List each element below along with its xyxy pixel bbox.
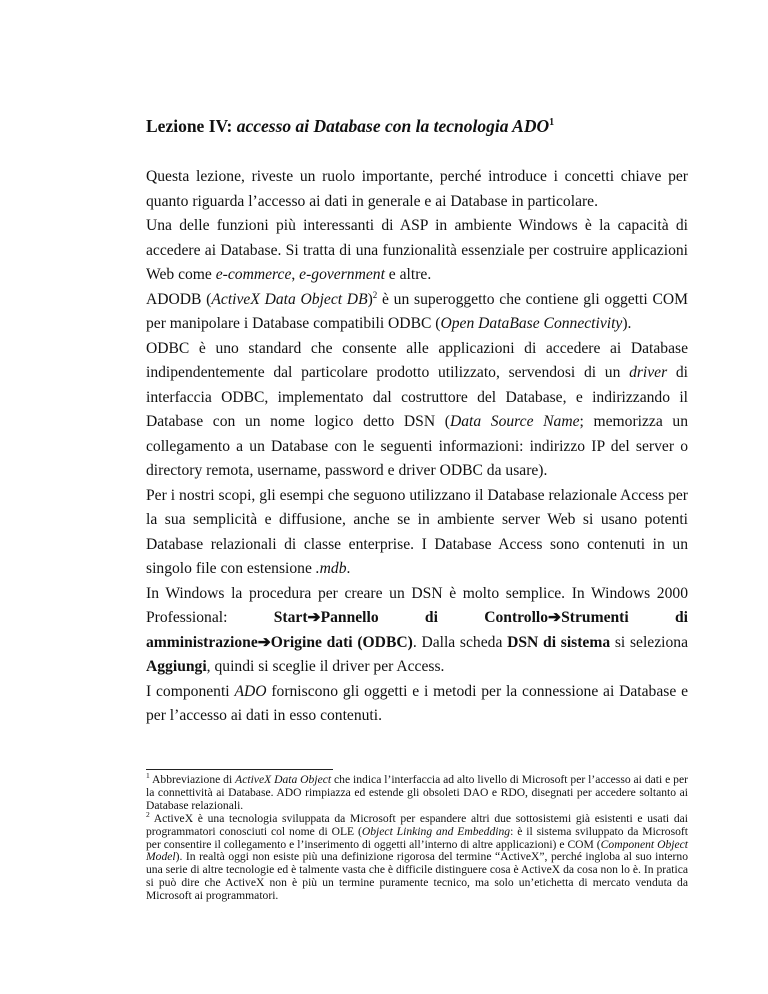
text-run: , quindi si sceglie il driver per Access.: [206, 658, 445, 675]
text-run: ActiveX Data Object: [235, 773, 332, 786]
footnote: [146, 771, 688, 813]
text-run: : è il sistema sviluppato da Microsoft per consentire il collegamento e l’inserimento di oggetti all’interno di altre applicazioni) e COM (: [146, 824, 688, 851]
text-run: Object Linking and Embedding: [361, 824, 511, 838]
text-run: I componenti: [146, 682, 235, 700]
footnote-ref: 1: [146, 771, 150, 781]
text-run: che indica l’interfaccia ad alto livello di Microsoft per l’accesso ai dati e per la connettività ai Database. ADO rimpiazza ed estende gli obsoleti DAO e RDO, disegnati per accedere soltanto ai Database relazionali.: [146, 773, 688, 812]
text-run: Component Object Model: [146, 837, 688, 864]
text-run: Questa lezione, riveste un ruolo importante, perché introduce i concetti chiave per quanto riguarda l’accesso ai dati in generale e ai Database in particolare.: [146, 168, 688, 210]
text-run: ADO: [234, 682, 267, 700]
page-title: [146, 116, 554, 137]
text-run: Aggiungi: [146, 658, 207, 675]
footnote-separator: [146, 769, 333, 770]
text-run: è un superoggetto che contiene gli oggetti COM per manipolare i Database compatibili ODBC (: [146, 290, 688, 332]
paragraph: [146, 680, 688, 729]
text-run: ,: [291, 266, 300, 283]
text-run: .mdb: [315, 560, 347, 577]
footnote: [146, 809, 688, 903]
paragraph: [146, 484, 688, 582]
paragraph: [146, 288, 688, 337]
text-run: forniscono gli oggetti e i metodi per la connessione ai Database e per l’accesso ai dati in esso contenuti.: [146, 682, 688, 724]
text-run: ): [367, 290, 373, 308]
text-run: ). In realtà oggi non esiste più una definizione rigorosa del termine “ActiveX”, perché ingloba al suo interno una serie di altre tecnologie ed è talmente vasta che è difficile distinguere cosa è ActiveX da cosa non lo è. In pratica si può dire che ActiveX non è più un termine puramente tecnico, ma solo un’etichetta di mercato venduta da Microsoft ai programmatori.: [146, 850, 688, 903]
text-run: di interfaccia ODBC, implementato dal costruttore del Database, e indirizzando il Database con un nome logico detto DSN (: [146, 364, 688, 430]
text-run: Open DataBase Connectivity: [440, 315, 623, 332]
footnotes: [146, 771, 688, 903]
text-run: .: [346, 560, 351, 577]
text-run: ActiveX è una tecnologia sviluppata da Microsoft per espandere altri due sottosistemi già esistenti e usati dai programmatori conosciuti col nome di OLE (: [146, 811, 688, 838]
text-run: e-government: [299, 266, 385, 283]
paragraph: [146, 582, 688, 680]
title-lead: Lezione IV:: [146, 116, 237, 136]
body-text: [146, 165, 688, 729]
text-run: driver: [629, 364, 668, 381]
text-run: DSN di sistema: [507, 633, 611, 651]
text-run: . Dalla scheda: [412, 633, 508, 651]
text-run: ; memorizza un collegamento a un Database con le seguenti informazioni: indirizzo IP del server o directory remota, username, password e driver ODBC da usare).: [146, 413, 688, 479]
text-run: ODBC è uno standard che consente alle applicazioni di accedere ai Database indipendentemente dal particolare prodotto utilizzato, servendosi di un: [146, 339, 688, 381]
text-run: ActiveX Data Object DB: [211, 290, 368, 308]
text-run: Abbreviazione di: [149, 773, 236, 786]
text-run: ADODB (: [146, 290, 212, 308]
paragraph: [146, 165, 688, 214]
paragraph: [146, 214, 688, 288]
footnote-ref: 1: [549, 117, 555, 129]
text-run: Per i nostri scopi, gli esempi che seguono utilizzano il Database relazionale Access per la sua semplicità e diffusione, anche se in ambiente server Web si usano potenti Database relazionali di classe enterprise. I Database Access sono contenuti in un singolo file con estensione: [146, 486, 688, 577]
text-run: In Windows la procedura per creare un DSN è molto semplice. In Windows 2000 Professional:: [146, 584, 688, 626]
footnote-ref: 2: [372, 289, 378, 300]
text-run: Una delle funzioni più interessanti di ASP in ambiente Windows è la capacità di accedere ai Database. Si tratta di una funzionalità essenziale per costruire applicazioni Web come: [146, 217, 688, 283]
text-run: ).: [622, 315, 632, 332]
text-run: e altre.: [384, 266, 432, 283]
text-run: si seleziona: [610, 633, 688, 651]
footnote-ref: 2: [146, 809, 150, 819]
title-subject: accesso ai Database con la tecnologia ADO: [236, 116, 550, 136]
text-run: e-commerce: [215, 266, 292, 283]
text-run: Start➔Pannello di Controllo➔Strumenti di amministrazione➔Origine dati (ODBC): [146, 609, 688, 651]
text-run: Data Source Name: [449, 413, 580, 430]
paragraph: [146, 337, 688, 484]
